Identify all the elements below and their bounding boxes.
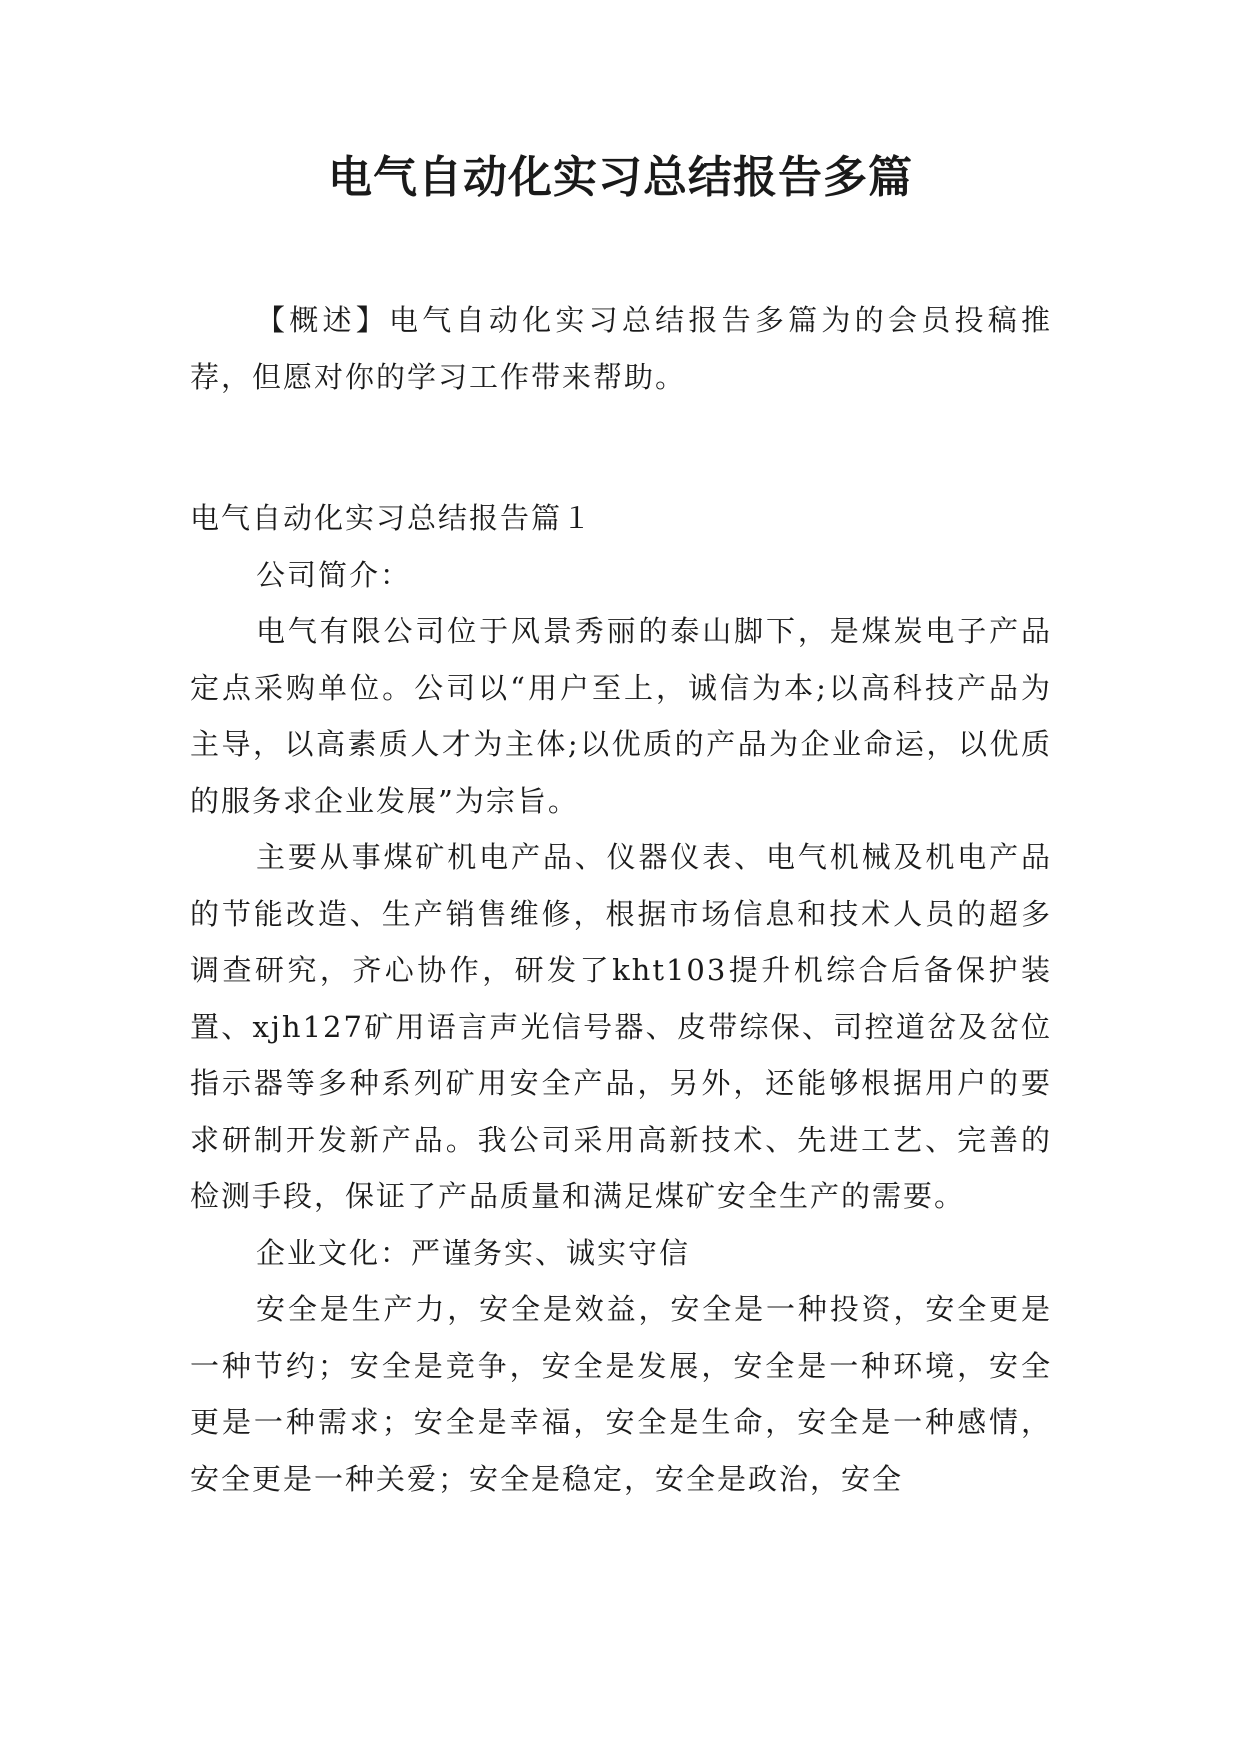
paragraph-company-profile: 电气有限公司位于风景秀丽的泰山脚下，是煤炭电子产品定点采购单位。公司以“用户至上，诚信为本;以高科技产品为主导，以高素质人才为主体;以优质的产品为企业命运，以优质的服务求企业发展”为宗旨。 bbox=[190, 614, 1052, 818]
paragraph-company-intro-label: 公司简介： bbox=[256, 557, 412, 592]
summary-paragraph: 【概述】电气自动化实习总结报告多篇为的会员投稿推荐，但愿对你的学习工作带来帮助。 bbox=[190, 303, 1052, 394]
paragraph-business-scope: 主要从事煤矿机电产品、仪器仪表、电气机械及机电产品的节能改造、生产销售维修，根据市场信息和技术人员的超多调查研究，齐心协作，研发了kht103提升机综合后备保护装置、xjh127矿用语言声光信号器、皮带综保、司控道岔及岔位指示器等多种系列矿用安全产品，另外，还能够根据用户的要求研制开发新产品。我公司采用高新技术、先进工艺、完善的检测手段，保证了产品质量和满足煤矿安全生产的需要。 bbox=[190, 840, 1052, 1213]
section-spacer bbox=[190, 405, 1052, 490]
paragraph-safety: 安全是生产力，安全是效益，安全是一种投资，安全更是一种节约；安全是竞争，安全是发展，安全是一种环境，安全更是一种需求；安全是幸福，安全是生命，安全是一种感情，安全更是一种关爱；安全是稳定，安全是政治，安全 bbox=[190, 1292, 1052, 1496]
paragraph-corporate-culture: 企业文化：严谨务实、诚实守信 bbox=[256, 1235, 691, 1270]
document-title: 电气自动化实习总结报告多篇 bbox=[328, 152, 913, 203]
section-heading: 电气自动化实习总结报告篇１ bbox=[190, 501, 594, 535]
document-body bbox=[190, 292, 1052, 1507]
